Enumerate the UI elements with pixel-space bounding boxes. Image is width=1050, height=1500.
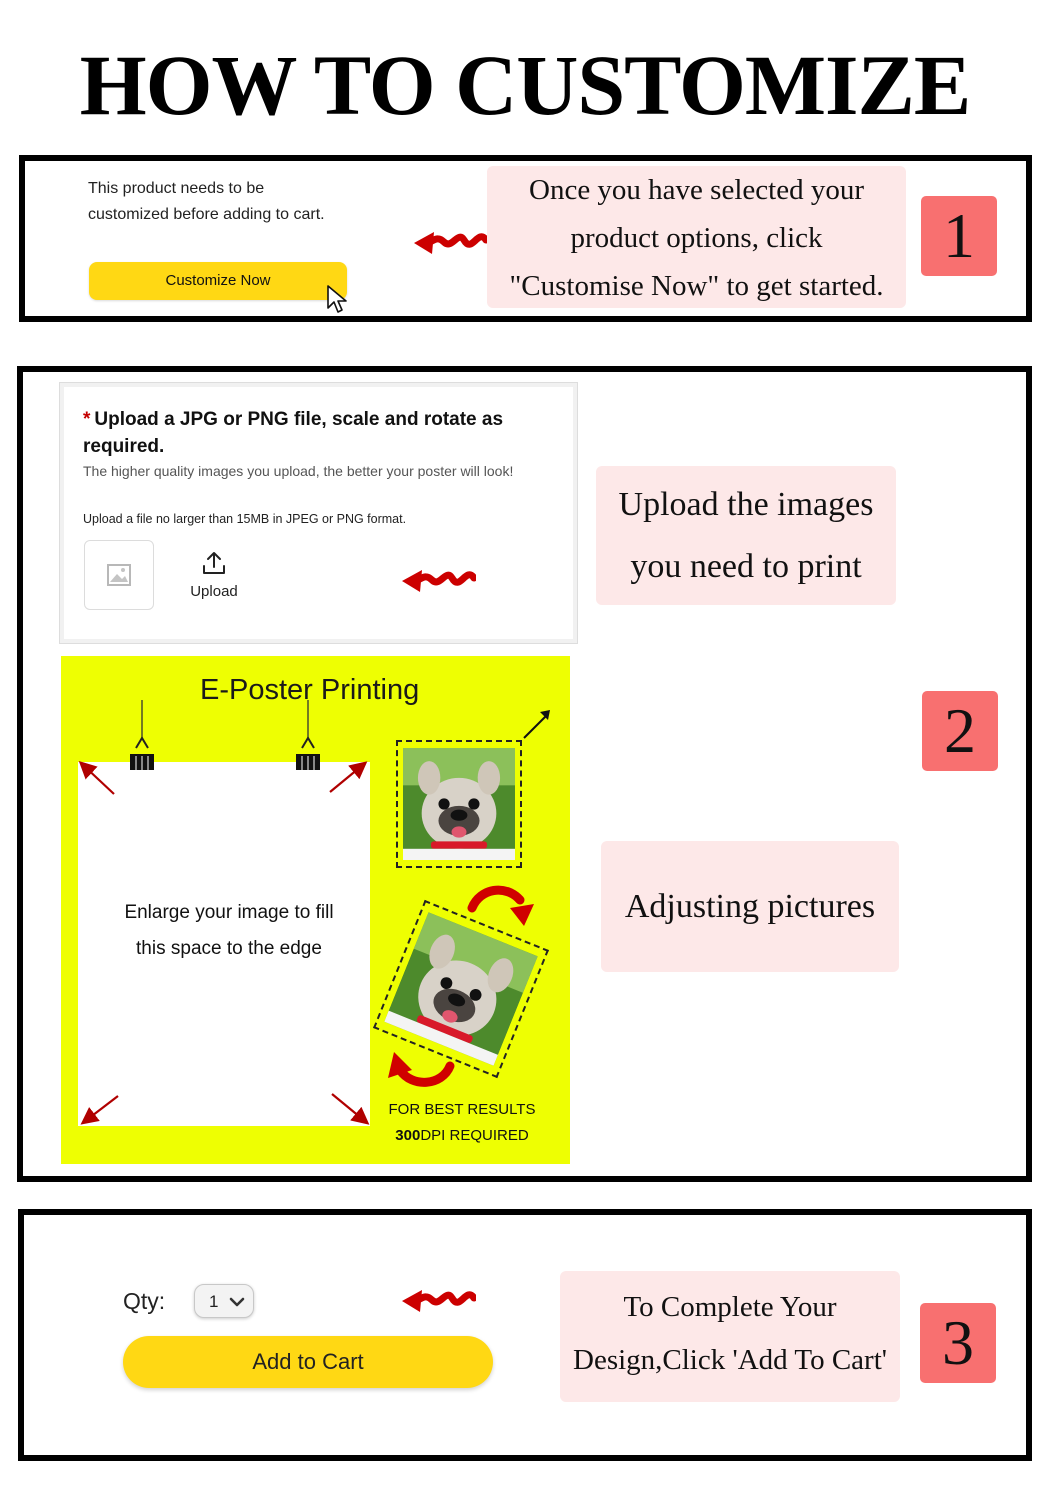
upload-heading-text: Upload a JPG or PNG file, scale and rotate as required. [83,409,504,457]
best-results-line: FOR BEST RESULTS [388,1101,536,1118]
enlarge-hint-line: Enlarge your image to fill [124,902,334,923]
add-to-cart-button[interactable]: Add to Cart [123,1336,493,1388]
step1-instruction-line: "Customise Now" to get started. [509,270,884,302]
dpi-label: DPI REQUIRED [420,1127,529,1144]
step3-instruction [560,1271,900,1402]
qty-select[interactable] [194,1284,254,1318]
rotate-arrow-icon [384,1044,456,1090]
page-title: HOW TO CUSTOMIZE [79,37,971,133]
step1-instruction-line: Once you have selected your [529,174,864,206]
required-marker: * [83,409,91,430]
step3-instruction-line: To Complete Your [623,1291,837,1323]
upload-quality-hint: The higher quality images you upload, the better your poster will look! [83,463,514,479]
step3-instruction-line: Design,Click 'Add To Cart' [573,1344,887,1376]
qty-label: Qty: [123,1288,166,1314]
qty-value: 1 [209,1292,219,1311]
best-results-note [380,1097,544,1149]
upload-size-limit: Upload a file no larger than 15MB in JPEG or PNG format. [83,512,407,526]
step1-instruction-line: product options, click [570,222,823,254]
chevron-down-icon [229,1296,245,1308]
pointing-arrow-icon [396,562,476,602]
pointing-arrow-icon [408,224,488,264]
poster-title: E-Poster Printing [200,674,420,706]
upload-instruction [596,466,896,605]
upload-instruction-line: you need to print [630,548,862,585]
upload-label: Upload [190,583,238,600]
upload-button[interactable] [186,550,242,600]
upload-instruction-line: Upload the images [618,486,874,523]
adjust-instruction: Adjusting pictures [601,841,899,972]
image-placeholder-icon [85,541,153,609]
dog-photo [402,748,516,860]
customization-notice: This product needs to be customized before adding to cart. [88,180,325,223]
pointing-arrow-icon [396,1282,476,1322]
step1-badge: 1 [921,196,997,276]
upload-heading [83,406,553,460]
step2-badge: 2 [922,691,998,771]
enlarge-hint [78,895,380,967]
step1-instruction [487,166,906,308]
customize-now-button[interactable]: Customize Now [89,262,347,300]
dpi-value: 300 [395,1127,421,1144]
resize-arrow-icon [520,706,554,742]
mouse-cursor-icon [326,284,350,316]
enlarge-hint-line: this space to the edge [136,938,322,959]
dpi-requirement [380,1123,544,1149]
step3-badge: 3 [920,1303,996,1383]
image-thumbnail-placeholder[interactable] [84,540,154,610]
upload-icon [201,550,227,576]
